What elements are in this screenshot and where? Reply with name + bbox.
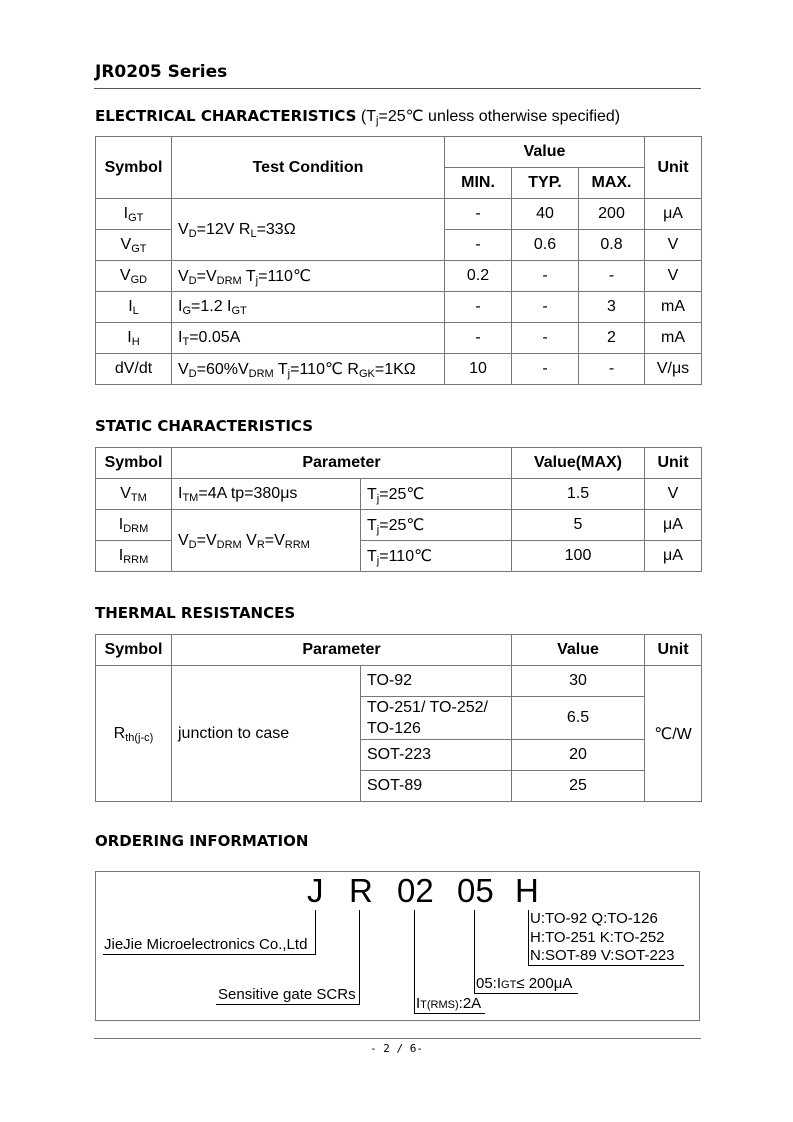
- package-name: SOT-89: [361, 771, 512, 802]
- cell-value: 30: [512, 666, 645, 697]
- code-digits-05: 05: [457, 872, 494, 909]
- symbol-vtm: $V_{TM}$: [96, 479, 172, 510]
- condition-dvdt: $V_D=60\%V_{DRM}$ $T_j=110℃$ $R_{GK}=1K\Omega$: [172, 354, 445, 385]
- cell-unit: V/μs: [645, 354, 702, 385]
- symbol-rth: $R_{th(j-c)}$: [96, 666, 172, 802]
- temp-vtm: $T_j=25℃$: [361, 479, 512, 510]
- table-row: [96, 479, 702, 510]
- param-vtm: $I_{TM}=4A$ tp=380μs: [172, 479, 361, 510]
- condition-ih: $I_T=0.05A$: [172, 323, 445, 354]
- thermal-table: [95, 634, 702, 802]
- ordering-section-title: ORDERING INFORMATION: [95, 832, 309, 850]
- symbol-irrm: $I_{RRM}$: [96, 541, 172, 572]
- cell-max: -: [579, 354, 645, 385]
- condition-il: $I_G=1.2$ $I_{GT}$: [172, 292, 445, 323]
- header-parameter: Parameter: [172, 635, 512, 666]
- header-max: MAX.: [579, 168, 645, 199]
- package-name: TO-251/ TO-252/ TO-126: [361, 697, 512, 740]
- package-name: SOT-223: [361, 740, 512, 771]
- header-unit: Unit: [645, 448, 702, 479]
- symbol-il: $I_L$: [96, 292, 172, 323]
- header-symbol: Symbol: [96, 635, 172, 666]
- symbol-dvdt: dV/dt: [96, 354, 172, 385]
- cell-typ: -: [512, 292, 579, 323]
- cell-min: -: [445, 199, 512, 230]
- header-value: Value(MAX): [512, 448, 645, 479]
- cell-max: 3: [579, 292, 645, 323]
- label-it-rms: IT(RMS):2A: [416, 995, 482, 1012]
- label-package-1: U:TO-92 Q:TO-126: [530, 910, 658, 927]
- cell-value: 1.5: [512, 479, 645, 510]
- cell-min: 10: [445, 354, 512, 385]
- header-value: Value: [512, 635, 645, 666]
- symbol-ih: $I_H$: [96, 323, 172, 354]
- leader-h-horizontal: [528, 965, 684, 966]
- table-row: [96, 666, 702, 697]
- table-header-row: [96, 635, 702, 666]
- header-rule: [94, 88, 701, 89]
- table-header-row: [96, 448, 702, 479]
- cell-typ: 0.6: [512, 230, 579, 261]
- param-shared: $V_D=V_{DRM}$ $V_R=V_{RRM}$: [172, 510, 361, 572]
- header-unit: Unit: [645, 137, 702, 199]
- series-title: JR0205 Series: [95, 62, 228, 82]
- code-letter-h: H: [515, 872, 539, 909]
- cell-unit: μA: [645, 541, 702, 572]
- symbol-vgt: $V_{GT}$: [96, 230, 172, 261]
- table-row: [96, 261, 702, 292]
- label-package-2: H:TO-251 K:TO-252: [530, 929, 665, 946]
- cell-typ: -: [512, 261, 579, 292]
- leader-02-vertical: [414, 910, 415, 1013]
- table-row: [96, 510, 702, 541]
- cell-max: 2: [579, 323, 645, 354]
- electrical-table: [95, 136, 702, 385]
- leader-r-horizontal: [216, 1004, 360, 1005]
- symbol-vgd: $V_{GD}$: [96, 261, 172, 292]
- leader-j-vertical: [315, 910, 316, 954]
- table-header-row: [96, 137, 702, 168]
- cell-max: 200: [579, 199, 645, 230]
- temp-idrm: $T_j=25℃$: [361, 510, 512, 541]
- header-parameter: Parameter: [172, 448, 512, 479]
- condition-igt-vgt: $V_D=12V$ $R_L=33\Omega$: [172, 199, 445, 261]
- label-package-3: N:SOT-89 V:SOT-223: [530, 947, 675, 964]
- header-symbol: Symbol: [96, 137, 172, 199]
- footer-rule: [94, 1038, 701, 1039]
- leader-h-vertical: [528, 910, 529, 965]
- static-section-title: STATIC CHARACTERISTICS: [95, 417, 314, 435]
- cell-min: -: [445, 230, 512, 261]
- header-symbol: Symbol: [96, 448, 172, 479]
- table-row: [96, 323, 702, 354]
- cell-unit: mA: [645, 292, 702, 323]
- leader-j-horizontal: [103, 954, 316, 955]
- code-letter-j: J: [307, 872, 324, 909]
- cell-typ: -: [512, 354, 579, 385]
- cell-unit: μA: [645, 199, 702, 230]
- header-value: Value: [445, 137, 645, 168]
- electrical-note: ($T_j=25℃$ unless otherwise specified): [356, 108, 621, 127]
- symbol-idrm: $I_{DRM}$: [96, 510, 172, 541]
- static-table: [95, 447, 702, 572]
- cell-value: 25: [512, 771, 645, 802]
- label-scr: Sensitive gate SCRs: [218, 986, 356, 1003]
- header-min: MIN.: [445, 168, 512, 199]
- leader-r-vertical: [359, 910, 360, 1004]
- table-row: [96, 292, 702, 323]
- temp-irrm: $T_j=110℃$: [361, 541, 512, 572]
- cell-unit: V: [645, 261, 702, 292]
- table-row: [96, 354, 702, 385]
- cell-unit: V: [645, 230, 702, 261]
- cell-unit: V: [645, 479, 702, 510]
- leader-05-vertical: [474, 910, 475, 993]
- thermal-section-title: THERMAL RESISTANCES: [95, 604, 296, 622]
- cell-max: -: [579, 261, 645, 292]
- header-test-condition: Test Condition: [172, 137, 445, 199]
- package-name: TO-92: [361, 666, 512, 697]
- header-unit: Unit: [645, 635, 702, 666]
- cell-unit: μA: [645, 510, 702, 541]
- condition-vgd: $V_D=V_{DRM}$ $T_j=110℃$: [172, 261, 445, 292]
- cell-value: 100: [512, 541, 645, 572]
- cell-typ: -: [512, 323, 579, 354]
- header-typ: TYP.: [512, 168, 579, 199]
- label-company: JieJie Microelectronics Co.,Ltd: [104, 936, 308, 953]
- label-igt: 05:IGT≤ 200μA: [476, 975, 573, 992]
- cell-min: -: [445, 323, 512, 354]
- electrical-title: ELECTRICAL CHARACTERISTICS: [95, 107, 357, 125]
- cell-typ: 40: [512, 199, 579, 230]
- cell-min: -: [445, 292, 512, 323]
- cell-value: 5: [512, 510, 645, 541]
- page-number: - 2 / 6-: [370, 1042, 423, 1055]
- electrical-section-title: [95, 106, 620, 126]
- symbol-igt: $I_{GT}$: [96, 199, 172, 230]
- code-digits-02: 02: [397, 872, 434, 909]
- param-junction: junction to case: [172, 666, 361, 802]
- cell-unit: mA: [645, 323, 702, 354]
- cell-value: 20: [512, 740, 645, 771]
- code-letter-r: R: [349, 872, 373, 909]
- table-row: [96, 199, 702, 230]
- cell-unit: ℃/W: [645, 666, 702, 802]
- cell-min: 0.2: [445, 261, 512, 292]
- cell-max: 0.8: [579, 230, 645, 261]
- cell-value: 6.5: [512, 697, 645, 740]
